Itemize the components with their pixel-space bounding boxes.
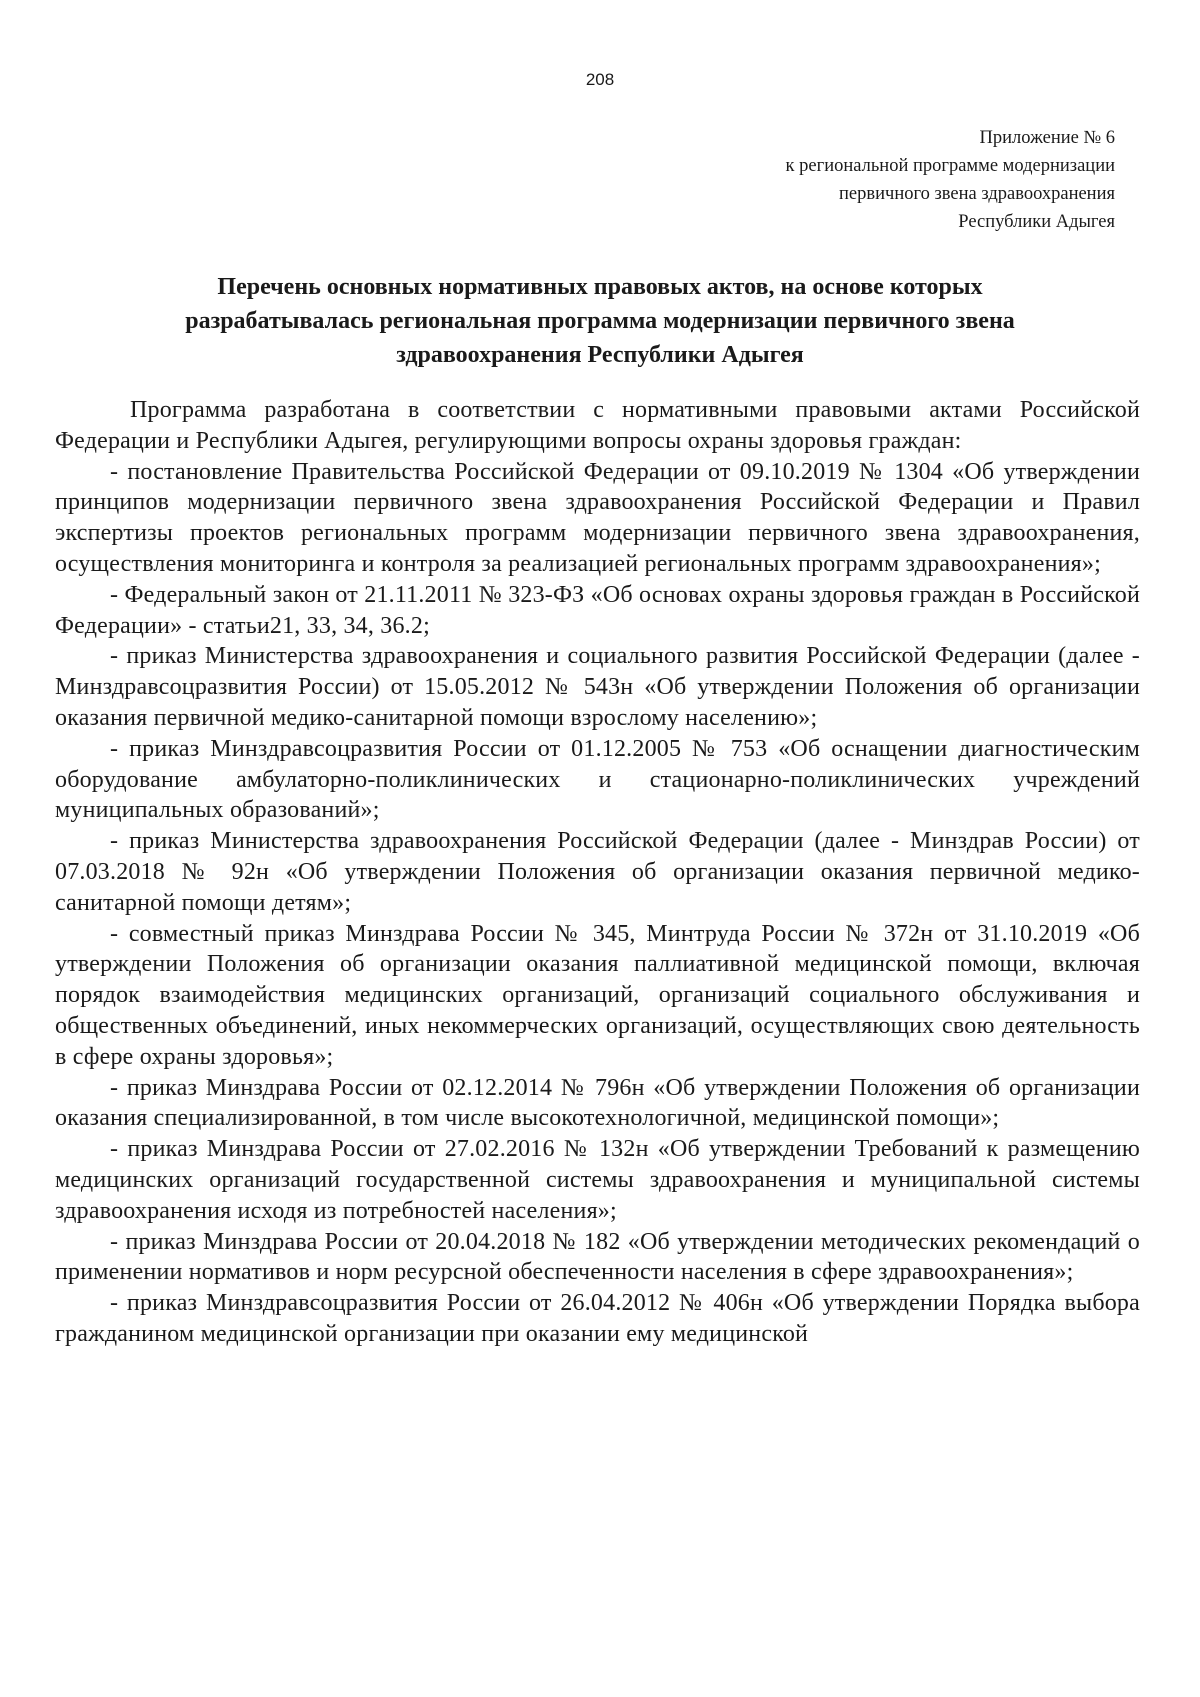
intro-paragraph: Программа разработана в соответствии с нормативными правовыми актами Российской Федерации и Республики Адыгея, регулирующими вопросы охраны здоровья граждан:: [55, 397, 1140, 454]
list-item: - приказ Минздрава России от 02.12.2014 № 796н «Об утверждении Положения об организации оказания специализированной, в том числе высокотехнологичной, медицинской помощи»;: [55, 1074, 1140, 1132]
title-line: разрабатывалась региональная программа модернизации первичного звена: [185, 308, 1015, 334]
appendix-line: Республики Адыгея: [958, 212, 1115, 232]
list-item: - приказ Минздрава России от 20.04.2018 № 182 «Об утверждении методических рекомендаций о применении нормативов и норм ресурсной обеспеченности населения в сфере здравоохранения»;: [55, 1228, 1140, 1286]
title-line: здравоохранения Республики Адыгея: [396, 342, 804, 368]
appendix-line: Приложение № 6: [979, 128, 1115, 148]
list-item: - приказ Минздравсоцразвития России от 26.04.2012 № 406н «Об утверждении Порядка выбора гражданином медицинской организации при оказании ему медицинской: [55, 1290, 1140, 1347]
appendix-reference: [515, 124, 1115, 236]
list-item: - приказ Минздрава России от 27.02.2016 № 132н «Об утверждении Требований к размещению медицинских организаций государственной системы здравоохранения и муниципальной системы здравоохранения исходя из потребностей населения»;: [55, 1136, 1140, 1224]
list-item: - приказ Минздравсоцразвития России от 01.12.2005 № 753 «Об оснащении диагностическим оборудование амбулаторно-поликлинических и стационарно-поликлинических учреждений муниципальных образований»;: [55, 735, 1140, 824]
list-item: - постановление Правительства Российской Федерации от 09.10.2019 № 1304 «Об утверждении принципов модернизации первичного звена здравоохранения Российской Федерации и Правил экспертизы проектов региональных программ модернизации первичного звена здравоохранения, осуществления мониторинга и контроля за реализацией региональных программ здравоохранения»;: [55, 458, 1140, 577]
document-title: [60, 270, 1140, 372]
appendix-line: первичного звена здравоохранения: [839, 184, 1115, 204]
document-body: [55, 395, 1140, 1350]
title-line: Перечень основных нормативных правовых актов, на основе которых: [217, 274, 983, 300]
appendix-line: к региональной программе модернизации: [785, 156, 1115, 176]
list-item: - совместный приказ Минздрава России № 345, Минтруда России № 372н от 31.10.2019 «Об утверждении Положения об организации оказания паллиативной медицинской помощи, включая порядок взаимодействия медицинских организаций, организаций социального обслуживания и общественных объединений, иных некоммерческих организаций, осуществляющих свою деятельность в сфере охраны здоровья»;: [55, 920, 1140, 1070]
list-item: - приказ Министерства здравоохранения Российской Федерации (далее - Минздрав России) от 07.03.2018 № 92н «Об утверждении Положения об организации оказания первичной медико-санитарной помощи детям»;: [55, 828, 1140, 916]
page-number: 208: [585, 70, 615, 89]
list-item: - приказ Министерства здравоохранения и социального развития Российской Федерации (далее - Минздравсоцразвития России) от 15.05.2012 № 543н «Об утверждении Положения об организации оказания первичной медико-санитарной помощи взрослому населению»;: [55, 643, 1140, 731]
list-item: - Федеральный закон от 21.11.2011 № 323-ФЗ «Об основах охраны здоровья граждан в Российской Федерации» - статьи21, 33, 34, 36.2;: [55, 581, 1140, 639]
